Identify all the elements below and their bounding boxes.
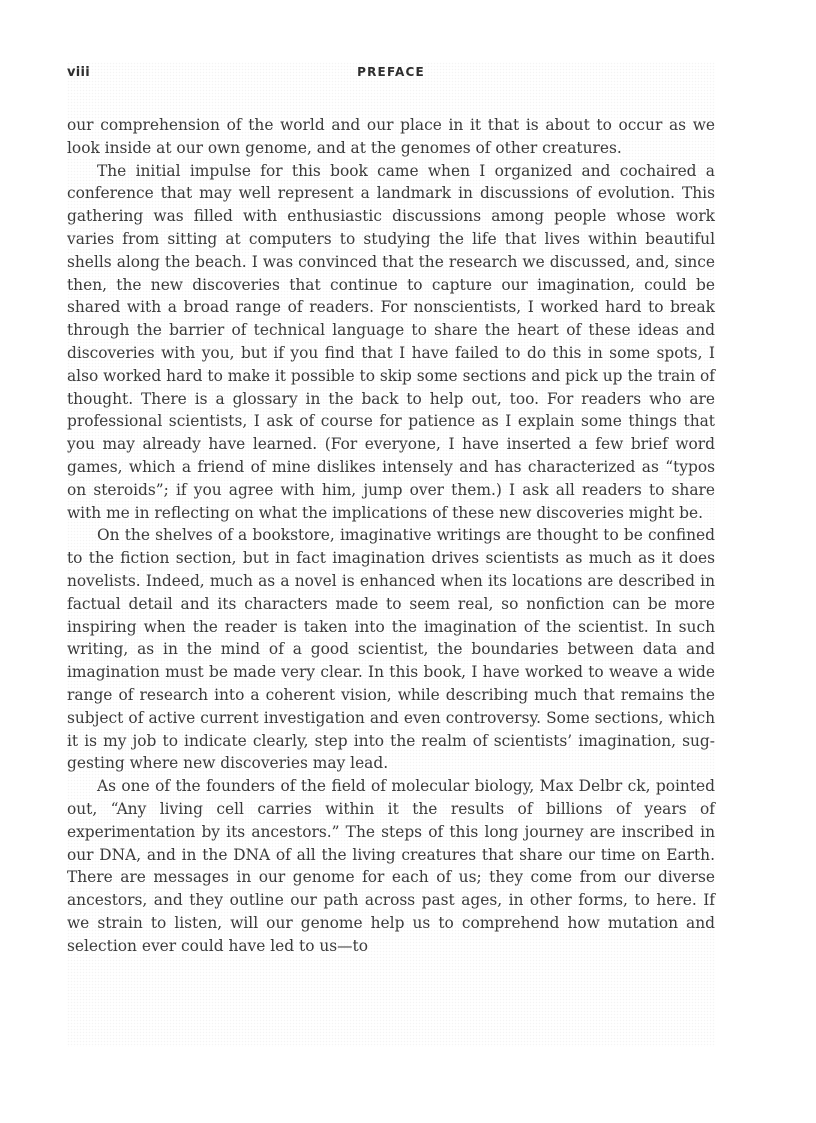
paragraph-bookstore-shelves: On the shelves of a bookstore, imaginative writings are thought to be confined to the fiction section, but in fact imagination drives scientists as much as it does novelists. Indeed, much as a novel is enhanced when its locations are described in factual detail and its characters made to seem real, so nonfiction can be more inspiring when the reader is taken into the imagination of the scientist. In such writing, as in the mind of a good scientist, the boundaries between data and imagination must be made very clear. In this book, I have worked to weave a wide range of research into a coherent vision, while describing much that remains the subject of active current investigation and even controversy. Some sections, which it is my job to indicate clearly, step into the realm of scientists’ imagination, suggesting where new discoveries may lead. bbox=[67, 526, 715, 773]
paragraph-initial-impulse: The initial impulse for this book came when I organized and cochaired a conference that may well represent a landmark in discussions of evolution. This gathering was filled with enthusiastic discussions among people whose work varies from sitting at computers to studying the life that lives within beautiful shells along the beach. I was convinced that the research we discussed, and, since then, the new discoveries that continue to capture our imagination, could be shared with a broad range of readers. For nonscientists, I worked hard to break through the barrier of technical language to share the heart of these ideas and discoveries with you, but if you find that I have failed to do this in some spots, I also worked hard to make it possible to skip some sections and pick up the train of thought. There is a glossary in the back to help out, too. For readers who are professional scientists, I ask of course for patience as I explain some things that you may already have learned. (For everyone, I have inserted a few brief word games, which a friend of mine dislikes intensely and has characterized as “typos on steroids”; if you agree with him, jump over them.) I ask all readers to share with me in reflecting on what the implications of these new discoveries might be. bbox=[67, 161, 715, 522]
paragraph-delbruck-quote: As one of the founders of the field of molecular biology, Max Delbr ck, pointed out, “Any living cell carries within it the results of billions of years of experimentation by its ancestors.” The steps of this long journey are inscribed in our DNA, and in the DNA of all the living creatures that share our time on Earth. There are messages in our genome for each of us; they come from our diverse ancestors, and they outline our path across past ages, in other forms, to here. If we strain to listen, will our genome help us to comprehend how mutation and selection ever could have led to us—to bbox=[67, 777, 715, 955]
paragraph-continuation: our comprehension of the world and our place in it that is about to occur as we look inside at our own genome, and at the genomes of other creatures. bbox=[67, 116, 715, 157]
running-head-title: PREFACE bbox=[357, 65, 425, 79]
book-page bbox=[67, 62, 715, 1047]
page-number: viii bbox=[67, 65, 91, 80]
running-head bbox=[67, 62, 715, 86]
body-text bbox=[67, 114, 715, 957]
